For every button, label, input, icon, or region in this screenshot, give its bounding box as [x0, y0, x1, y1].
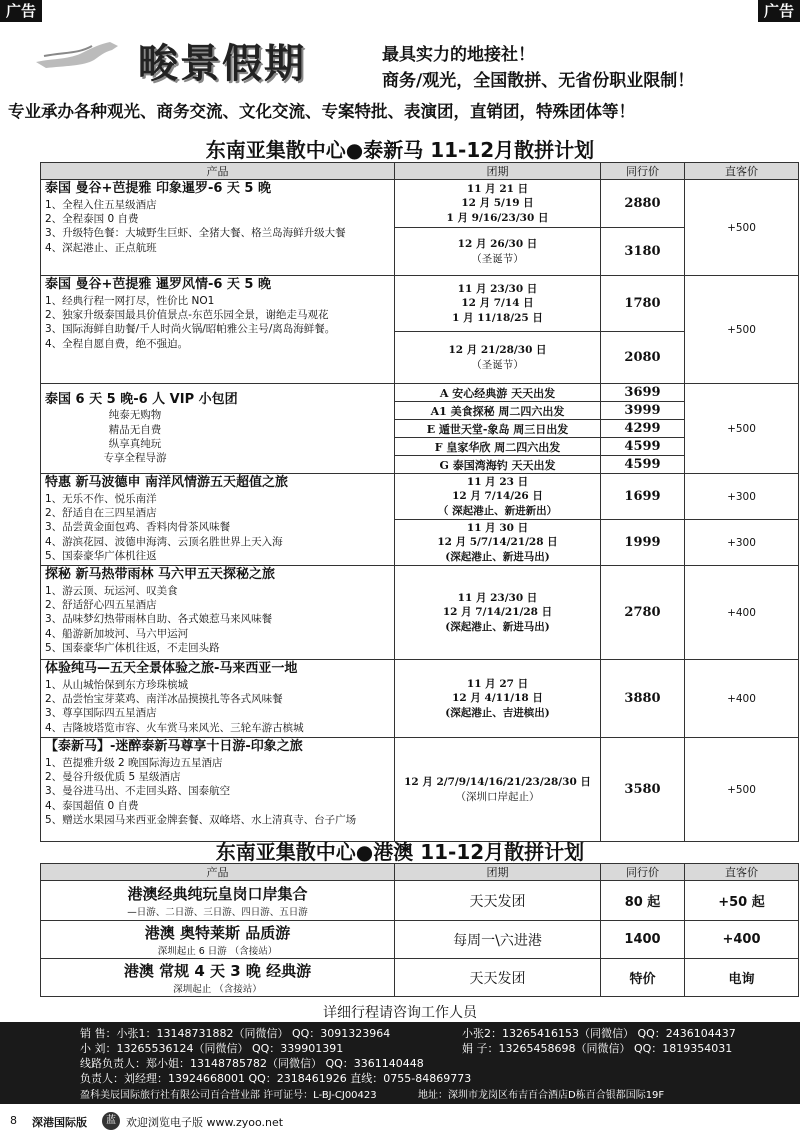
page-number: 8: [10, 1114, 17, 1127]
dates-cell: 11 月 30 日 12 月 5/7/14/21/28 日 (深起港止、新进马出): [395, 520, 601, 566]
product-line: 精品无自费: [108, 423, 162, 436]
product-line: 4、深起港止、正点航班: [45, 241, 157, 254]
product-title: 泰国 曼谷+芭提雅 暹罗风情-6 天 5 晚: [45, 277, 272, 292]
peer-price: 4299: [601, 420, 685, 438]
peer-price: 1400: [601, 921, 685, 959]
direct-price: +500: [685, 276, 799, 384]
departure-option: E 遁世天堂-象岛 周三日出发: [395, 420, 601, 438]
product-cell: [41, 660, 395, 738]
product-line: 4、船游新加坡河、马六甲运河: [45, 627, 189, 640]
product-line: 2、独家升级泰国最具价值景点-东芭乐园全景，谢绝走马观花: [45, 309, 329, 322]
peer-price: 1699: [601, 474, 685, 520]
dates-cell: 每周一\六进港: [395, 921, 601, 959]
product-title: 港澳 常规 4 天 3 晚 经典游: [123, 962, 312, 980]
product-cell: [41, 276, 395, 384]
col-product: 产品: [41, 864, 395, 881]
product-cell: [41, 566, 395, 660]
product-sub: —日游、二日游、三日游、四日游、五日游: [127, 907, 308, 918]
dates-cell: 12 月 2/7/9/14/16/21/23/28/30 日 （深圳口岸起止）: [395, 738, 601, 842]
product-title: 港澳 奥特莱斯 品质游: [144, 924, 291, 942]
product-line: 2、品尝怡宝芽菜鸡、南洋冰品摸摸扎等各式风味餐: [45, 693, 283, 706]
address-line: 地址：深圳市龙岗区布吉百合酒店D栋百合银都国际19F: [418, 1090, 665, 1101]
dates-cell: 11 月 27 日 12 月 4/11/18 日 (深起港止、吉进槟出): [395, 660, 601, 738]
product-line: 3、品尝黄金面包鸡、香料肉骨茶风味餐: [45, 521, 231, 534]
direct-price: +400: [685, 660, 799, 738]
col-dates: 团期: [395, 864, 601, 881]
departure-option: F 皇家华欣 周二四六出发: [395, 438, 601, 456]
section-title-hkmacau: 东南亚集散中心●港澳 11-12月散拼计划: [215, 840, 585, 864]
product-cell: [41, 180, 395, 276]
product-line: 1、全程入住五星级酒店: [45, 198, 157, 211]
product-line: 1、无乐不作、悦乐南洋: [45, 492, 157, 505]
site-link[interactable]: 欢迎浏览电子版 www.zyoo.net: [126, 1116, 284, 1129]
contact-line: 小 刘：13265536124（同微信） QQ：339901391: [80, 1042, 344, 1055]
product-line: 3、品味梦幻热带雨林自助、各式娘惹马来风味餐: [45, 613, 273, 626]
product-cell: [41, 384, 395, 474]
product-line: 2、全程泰国 0 自费: [45, 213, 139, 226]
peer-price: 3999: [601, 402, 685, 420]
table-row: [41, 566, 799, 660]
product-title: 港澳经典纯玩皇岗口岸集合: [127, 885, 308, 903]
tagline-2: 商务/观光，全国散拼、无省份职业限制！: [382, 71, 695, 91]
table-row: [41, 474, 799, 520]
contact-footer: [0, 1022, 800, 1104]
col-product: 产品: [41, 163, 395, 180]
product-sub: 深圳起止 6 日游 （含接站）: [157, 946, 278, 957]
product-title: 泰国 曼谷+芭提雅 印象暹罗-6 天 5 晚: [45, 181, 272, 196]
peer-price: 2080: [601, 332, 685, 384]
section-title-thai: 东南亚集散中心●泰新马 11-12月散拼计划: [205, 138, 595, 162]
peer-price: 特价: [601, 959, 685, 997]
brand-logo: 畯景假期: [138, 40, 306, 87]
product-line: 4、吉隆坡塔览市容、火车赏马来风光、三轮车游古槟城: [45, 721, 304, 734]
peer-price: 4599: [601, 456, 685, 474]
product-line: 3、升级特色餐：大城野生巨虾、全猪大餐、格兰岛海鲜升级大餐: [45, 227, 346, 240]
product-line: 2、曼谷升级优质 5 星级酒店: [45, 771, 181, 784]
direct-price: +300: [685, 474, 799, 520]
table-row: [41, 738, 799, 842]
departure-option: A1 美食探秘 周二四六出发: [395, 402, 601, 420]
col-direct-price: 直客价: [685, 163, 799, 180]
services-line: 专业承办各种观光、商务交流、文化交流、专案特批、表演团，直销团，特殊团体等！: [8, 102, 635, 121]
table-row: [41, 921, 799, 959]
table-row: [41, 384, 799, 402]
col-peer-price: 同行价: [601, 864, 685, 881]
contact-line: 负责人：刘经理：13924668001 QQ：2318461926 直线：0755-84869773: [80, 1072, 472, 1085]
dates-cell: 12 月 21/28/30 日 （圣诞节）: [395, 332, 601, 384]
peer-price: 3699: [601, 384, 685, 402]
departure-option: G 泰国湾海钓 天天出发: [395, 456, 601, 474]
product-line: 5、赠送水果园马来西亚金牌套餐、双峰塔、水上清真寺、台子广场: [45, 813, 357, 826]
product-line: 1、游云顶、玩运河、叹美食: [45, 584, 178, 597]
product-title: 体验纯马—五天全景体验之旅-马来西亚一地: [45, 661, 298, 676]
direct-price: +500: [685, 738, 799, 842]
product-cell: [41, 474, 395, 566]
peer-price: 4599: [601, 438, 685, 456]
edition-label: 深港国际版: [32, 1116, 87, 1129]
dates-cell: 11 月 23/30 日 12 月 7/14/21/28 日 (深起港止、新进马出): [395, 566, 601, 660]
product-line: 专享全程导游: [103, 452, 167, 465]
peer-price: 2780: [601, 566, 685, 660]
peer-price: 3580: [601, 738, 685, 842]
dates-cell: 11 月 23 日 12 月 7/14/26 日 （ 深起港止、新进新出）: [395, 474, 601, 520]
col-peer-price: 同行价: [601, 163, 685, 180]
ad-label-right: 广告: [758, 0, 800, 22]
product-line: 3、曼谷进马出、不走回头路、国泰航空: [45, 785, 231, 798]
product-line: 1、从山城怡保到东方珍珠槟城: [45, 678, 189, 691]
product-line: 3、国际海鲜自助餐/千人时尚火锅/昭帕雅公主号/离岛海鲜餐。: [45, 323, 336, 336]
tour-table-hkmacau: [40, 863, 799, 997]
horse-logo-icon: [34, 38, 124, 72]
product-line: 5、国泰豪华广体机往返: [45, 549, 157, 562]
dates-cell: 12 月 26/30 日 （圣诞节）: [395, 228, 601, 276]
product-line: 4、泰国超值 0 自费: [45, 799, 139, 812]
contact-line: 线路负责人：郑小姐：13148785782（同微信） QQ：3361140448: [80, 1057, 424, 1070]
product-cell: [41, 881, 395, 921]
contact-line: 小张2：13265416153（同微信） QQ：2436104437: [462, 1027, 736, 1040]
tagline-1: 最具实力的地接社！: [382, 45, 535, 65]
table-row: [41, 276, 799, 332]
product-cell: [41, 738, 395, 842]
table-row: [41, 180, 799, 228]
peer-price: 80 起: [601, 881, 685, 921]
product-title: 泰国 6 天 5 晚-6 人 VIP 小包团: [45, 391, 238, 407]
product-line: 1、芭提雅升级 2 晚国际海边五星酒店: [45, 756, 223, 769]
product-line: 4、全程自愿自费，绝不强迫。: [45, 337, 189, 350]
direct-price: +500: [685, 180, 799, 276]
direct-price: 电询: [685, 959, 799, 997]
table-row: [41, 660, 799, 738]
col-direct-price: 直客价: [685, 864, 799, 881]
product-line: 2、舒适舒心四五星酒店: [45, 599, 157, 612]
direct-price: +500: [685, 384, 799, 474]
product-title: 特惠 新马波德申 南洋风情游五天超值之旅: [45, 475, 289, 490]
product-title: 【泰新马】-迷醉泰新马尊享十日游-印象之旅: [45, 739, 303, 754]
product-line: 4、游滨花园、波德申海湾、云顶名胜世界上天入海: [45, 535, 283, 548]
product-line: 纯泰无购物: [108, 409, 162, 422]
product-line: 3、尊享国际四五星酒店: [45, 707, 157, 720]
product-line: 纵享真纯玩: [108, 437, 162, 450]
direct-price: +400: [685, 921, 799, 959]
contact-line: 销 售：小张1：13148731882（同微信） QQ：3091323964: [80, 1027, 391, 1040]
dates-cell: 11 月 21 日 12 月 5/19 日 1 月 9/16/23/30 日: [395, 180, 601, 228]
product-cell: [41, 959, 395, 997]
tour-table-sea: [40, 162, 799, 842]
page-footer: [0, 1112, 800, 1132]
departure-option: A 安心经典游 天天出发: [395, 384, 601, 402]
direct-price: +300: [685, 520, 799, 566]
ad-label-left: 广告: [0, 0, 42, 22]
publication-logo-icon: 蓝: [102, 1112, 120, 1130]
table-header: [41, 163, 799, 180]
peer-price: 3180: [601, 228, 685, 276]
product-cell: [41, 921, 395, 959]
product-line: 5、国泰豪华广体机往返，不走回头路: [45, 641, 220, 654]
product-line: 1、经典行程一网打尽，性价比 NO1: [45, 294, 215, 307]
product-sub: 深圳起止 （含接站）: [173, 984, 262, 995]
consult-note: 详细行程请咨询工作人员: [323, 1005, 477, 1021]
col-dates: 团期: [395, 163, 601, 180]
peer-price: 3880: [601, 660, 685, 738]
peer-price: 2880: [601, 180, 685, 228]
dates-cell: 天天发团: [395, 881, 601, 921]
peer-price: 1999: [601, 520, 685, 566]
contact-line: 娟 子：13265458698（同微信） QQ：1819354031: [462, 1042, 733, 1055]
header: [0, 30, 800, 90]
direct-price: +50 起: [685, 881, 799, 921]
license-line: 盈科美辰国际旅行社有限公司百合营业部 许可证号：L-BJ-CJ00423: [80, 1090, 377, 1101]
direct-price: +400: [685, 566, 799, 660]
table-row: [41, 959, 799, 997]
peer-price: 1780: [601, 276, 685, 332]
dates-cell: 11 月 23/30 日 12 月 7/14 日 1 月 11/18/25 日: [395, 276, 601, 332]
product-line: 2、舒适自在三四星酒店: [45, 507, 157, 520]
table-header: [41, 864, 799, 881]
dates-cell: 天天发团: [395, 959, 601, 997]
table-row: [41, 881, 799, 921]
product-title: 探秘 新马热带雨林 马六甲五天探秘之旅: [45, 567, 276, 582]
